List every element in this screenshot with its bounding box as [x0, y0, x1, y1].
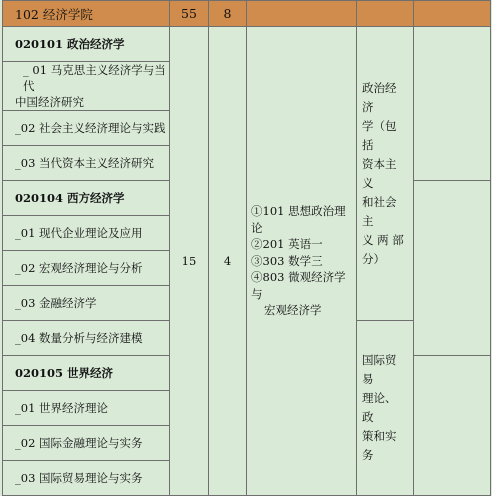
note-line: 义 两 部 [362, 232, 404, 247]
exam-subject: 宏观经济学 [264, 303, 322, 318]
direction-name: _02 社会主义经济理论与实践 [3, 111, 170, 146]
exam-subject: ②201 英语一 [251, 237, 323, 252]
table-row [3, 27, 491, 62]
group-exempt: 4 [209, 27, 247, 496]
major-name: 020105 世界经济 [3, 356, 170, 391]
note-line: 理论、政 [362, 391, 397, 424]
direction-name: _01 世界经济理论 [3, 391, 170, 426]
note-line: 和社会主 [362, 194, 397, 228]
header-blank-2 [357, 1, 414, 27]
direction-name: _02 宏观经济理论与分析 [3, 251, 170, 286]
note-line: 政治经济 [362, 80, 397, 114]
note-line: 策和实务 [362, 429, 397, 462]
exam-subject: ③303 数学三 [251, 253, 323, 268]
exam-subject: ①101 思想政治理论 [251, 204, 346, 235]
note-line: 学（包括 [362, 118, 397, 152]
note-international-trade [357, 321, 414, 496]
direction-name-line: _ 01 马克思主义经济学与当代 [23, 63, 166, 93]
note-political-economy [357, 27, 414, 321]
note-line: 资本主义 [362, 156, 397, 190]
header-blank-1 [247, 1, 357, 27]
admissions-table [2, 0, 491, 496]
direction-name [3, 62, 170, 111]
direction-name: _02 国际金融理论与实务 [3, 426, 170, 461]
direction-name: _03 国际贸易理论与实务 [3, 461, 170, 496]
direction-name: _03 当代资本主义经济研究 [3, 146, 170, 181]
note-line: 国际贸易 [362, 353, 397, 386]
direction-name: _01 现代企业理论及应用 [3, 216, 170, 251]
group-total: 15 [170, 27, 209, 496]
direction-name: _04 数量分析与经济建模 [3, 321, 170, 356]
college-total: 55 [170, 1, 209, 27]
direction-name-line: 中国经济研究 [15, 95, 84, 109]
major-name: 020101 政治经济学 [3, 27, 170, 62]
college-header-row [3, 1, 491, 27]
exam-subject: ④803 微观经济学与 [251, 270, 346, 301]
blank-cell [414, 181, 491, 356]
college-exempt: 8 [209, 1, 247, 27]
blank-cell [414, 356, 491, 496]
blank-cell [414, 27, 491, 181]
header-blank-3 [414, 1, 491, 27]
major-name: 020104 西方经济学 [3, 181, 170, 216]
exam-subjects [247, 27, 357, 496]
note-line: 分） [362, 251, 385, 266]
direction-name: _03 金融经济学 [3, 286, 170, 321]
college-name: 102 经济学院 [3, 1, 170, 27]
